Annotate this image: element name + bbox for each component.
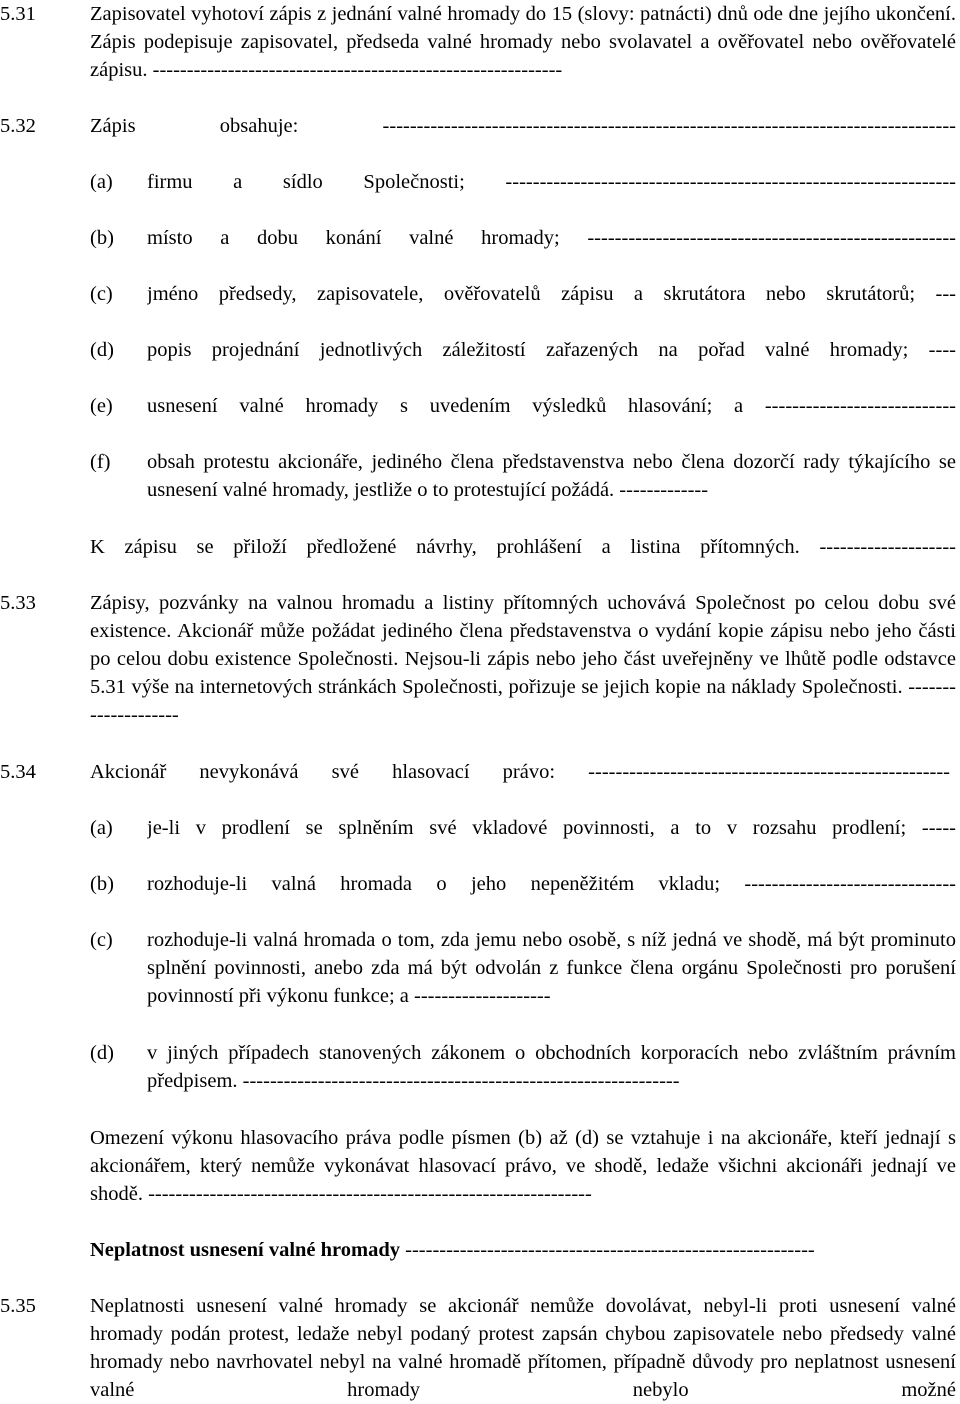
item-label: (c) (90, 283, 113, 305)
section-text: Zápisy, pozvánky na valnou hromadu a listiny přítomných uchovává Společnost po celou dobu své existence. Akcionář může požádat jediného člena představenstva o vydání kopie zápisu nebo jeho části po celou dobu existence Společnosti. Nejsou-li zápis nebo jeho část uveřejněny ve lhůtě podle odstavce 5.31 výše na internetových stránkách Společnosti, pořizuje se jejich kopie na náklady Společnosti. -------------------- (90, 592, 956, 726)
item-text: rozhoduje-li valná hromada o jeho nepeněžitém vkladu; ------------------------------- (147, 873, 956, 895)
item-label: (c) (90, 929, 113, 951)
item-text: usnesení valné hromady s uvedením výsledků hlasování; a ---------------------------- (147, 395, 956, 417)
item-text: v jiných případech stanovených zákonem o obchodních korporacích nebo zvláštním právním předpisem. ---------------------------------------------------------------- (147, 1042, 956, 1092)
item-label: (f) (90, 451, 111, 473)
section-number: 5.33 (0, 592, 36, 614)
item-text: jméno předsedy, zapisovatele, ověřovatelů zápisu a skrutátora nebo skrutátorů; --- (147, 283, 956, 305)
item-text: místo a dobu konání valné hromady; ------------------------------------------------------ (147, 227, 956, 249)
section-number: 5.31 (0, 3, 36, 25)
item-label: (a) (90, 171, 113, 193)
item-label: (d) (90, 1042, 114, 1064)
section-heading (90, 1236, 956, 1264)
item-text: firmu a sídlo Společnosti; ------------------------------------------------------------------ (147, 171, 956, 193)
section-number: 5.34 (0, 761, 36, 783)
item-text: je-li v prodlení se splněním své vkladové povinnosti, a to v rozsahu prodlení; ----- (147, 817, 956, 839)
heading-dashes: ------------------------------------------------------------ (400, 1239, 815, 1261)
section-text: Zapisovatel vyhotoví zápis z jednání valné hromady do 15 (slovy: patnácti) dnů ode dne jejího ukončení. Zápis podepisuje zapisovatel, předseda valné hromady nebo svolavatel a ověřovatel nebo ověřovatelé zápisu. ------------------------------------------------------------ (90, 3, 956, 81)
heading-title: Neplatnost usnesení valné hromady (90, 1239, 401, 1261)
section-number: 5.32 (0, 115, 36, 137)
item-text: rozhoduje-li valná hromada o tom, zda jemu nebo osobě, s níž jedná ve shodě, má být prominuto splnění povinnosti, anebo zda má být odvolán z funkce člena orgánu Společnosti pro porušení povinností při výkonu funkce; a -------------------- (147, 929, 956, 1007)
item-text: popis projednání jednotlivých záležitostí zařazených na pořad valné hromady; ---- (147, 339, 956, 361)
item-label: (d) (90, 339, 114, 361)
item-label: (b) (90, 227, 114, 249)
section-text: Zápis obsahuje: ------------------------------------------------------------------------------------ (90, 115, 956, 137)
section-number: 5.35 (0, 1295, 36, 1317)
section-text: Neplatnosti usnesení valné hromady se akcionář nemůže dovolávat, nebyl-li proti usnesení valné hromady podán protest, ledaže nebyl podaný protest zapsán chybou zapisovatele nebo předsedy valné hromady nebo navrhovatel nebyl na valné hromadě přítomen, případně důvody pro neplatnost usnesení valné hromady nebylo možné (90, 1295, 956, 1401)
section-closing: K zápisu se přiloží předložené návrhy, prohlášení a listina přítomných. -------------------- (90, 536, 956, 558)
item-label: (a) (90, 817, 113, 839)
item-text: obsah protestu akcionáře, jediného člena představenstva nebo člena dozorčí rady týkajícího se usnesení valné hromady, jestliže o to protestující požádá. ------------- (147, 451, 956, 501)
section-text: Akcionář nevykonává své hlasovací právo: ----------------------------------------------------- (90, 761, 950, 783)
item-label: (b) (90, 873, 114, 895)
item-label: (e) (90, 395, 113, 417)
section-closing: Omezení výkonu hlasovacího práva podle písmen (b) až (d) se vztahuje i na akcionáře, kteří jednají s akcionářem, který nemůže vykonávat hlasovací právo, ve shodě, ledaže všichni akcionáři jednají ve shodě. ----------------------------------------------------------------- (90, 1127, 956, 1205)
